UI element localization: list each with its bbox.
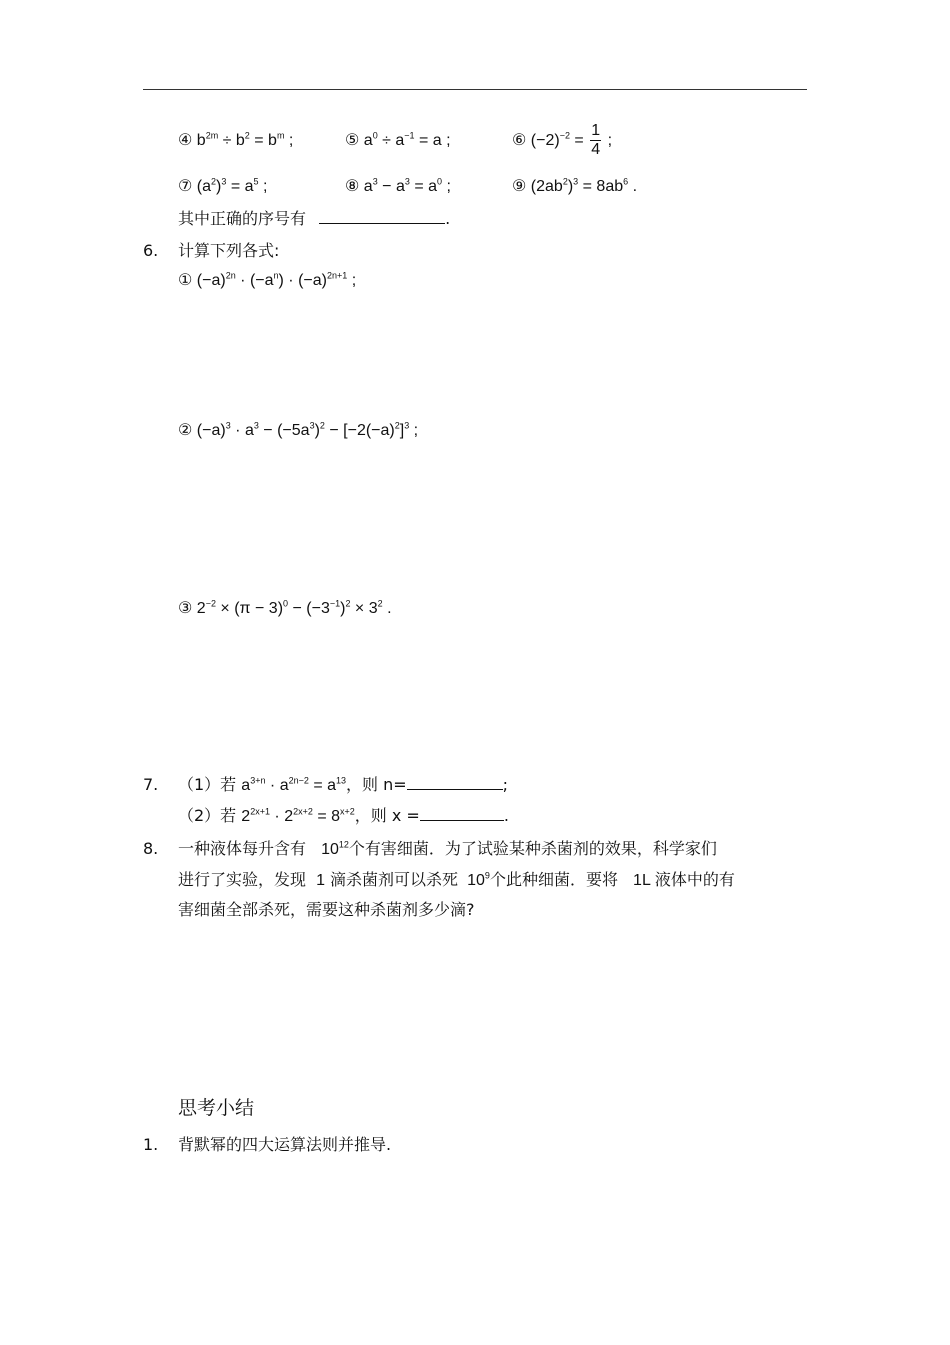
q8-line-2 <box>178 869 735 892</box>
fraction <box>590 122 601 159</box>
answer-blank[interactable] <box>420 820 504 821</box>
formula: $(2ab^2)^3 = 8ab^6$ . <box>530 176 638 195</box>
answer-end: ; <box>502 775 509 794</box>
item-marker: ⑨ <box>512 178 527 195</box>
number: 1L <box>633 872 651 889</box>
q5-answer-line <box>178 208 450 230</box>
item-marker: ⑧ <box>345 178 360 195</box>
section-heading: 思考小结 <box>178 1097 255 1119</box>
item-marker: ③ <box>178 600 193 617</box>
q6-part-2 <box>178 420 418 442</box>
question-text: ，则 n= <box>346 775 407 794</box>
q7-part-1 <box>178 774 508 797</box>
formula: $2^{-2} \times (\pi - 3)^0 - (-3^{-1})^2 \times 3^2$ . <box>196 598 392 617</box>
answer-end: . <box>503 806 509 825</box>
answer-blank[interactable] <box>319 223 445 224</box>
item-marker: ⑥ <box>512 132 527 149</box>
item-marker: ① <box>178 272 193 289</box>
part-label: （1）若 <box>178 775 237 794</box>
fraction-numerator: 1 <box>591 122 601 140</box>
formula-tail: ; <box>607 132 613 149</box>
item-marker: ⑤ <box>345 132 360 149</box>
q8-line-1 <box>178 838 717 861</box>
formula: $a^0 \div a^{-1} = a$ ; <box>363 130 451 149</box>
q6-part-1 <box>178 270 356 292</box>
formula: $a^{3+n} \cdot a^{2n-2} = a^{13}$ <box>241 775 347 794</box>
question-title: 计算下列各式: <box>178 241 280 260</box>
item-marker: ④ <box>178 132 193 149</box>
formula: $(-a)^3 \cdot a^3 - (-5a^3)^2 - [-2(-a)^2]^3$ ; <box>196 420 419 439</box>
item-marker: ⑦ <box>178 178 193 195</box>
text: 个此种细菌．要将 <box>489 870 618 889</box>
answer-blank[interactable] <box>407 789 503 790</box>
part-label: （2）若 <box>178 806 237 825</box>
text: 滴杀菌剂可以杀死 <box>330 870 459 889</box>
formula: $(-2)^{-2}$ = <box>530 130 589 149</box>
question-text: ，则 x = <box>354 806 420 825</box>
text: 液体中的有 <box>654 870 735 889</box>
formula: $10^9$ <box>467 870 490 889</box>
question-number: 7. <box>143 775 159 794</box>
question-number: 6. <box>143 241 159 260</box>
number: 1 <box>316 872 326 889</box>
formula: $(a^2)^3 = a^5$ ; <box>196 176 268 195</box>
text: 进行了实验，发现 <box>178 870 307 889</box>
answer-prompt: 其中正确的序号有 <box>178 209 307 228</box>
q5-item-4 <box>178 130 293 152</box>
answer-end: . <box>445 209 451 228</box>
fraction-denominator: 4 <box>591 141 601 159</box>
formula: $10^{12}$ <box>321 839 349 858</box>
question-number: 8. <box>143 839 159 858</box>
formula: $2^{2x+1} \cdot 2^{2x+2} = 8^{x+2}$ <box>241 806 355 825</box>
q8-line-3: 害细菌全部杀死，需要这种杀菌剂多少滴? <box>178 900 475 919</box>
formula: $a^3 - a^3 = a^0$ ; <box>363 176 451 195</box>
q5-item-8 <box>345 176 451 198</box>
q5-item-5 <box>345 130 451 152</box>
question-number: 1. <box>143 1135 159 1154</box>
formula: $(-a)^{2n} \cdot (-a^n) \cdot (-a)^{2n+1}$ ; <box>196 270 357 289</box>
q6-part-3 <box>178 598 392 620</box>
q7-part-2 <box>178 805 509 828</box>
q5-item-9 <box>512 176 637 198</box>
header-rule <box>143 89 807 90</box>
formula: $b^{2m} \div b^2 = b^m$ ; <box>196 130 294 149</box>
text: 一种液体每升含有 <box>178 839 307 858</box>
q5-item-7 <box>178 176 267 198</box>
text: 个有害细菌．为了试验某种杀菌剂的效果，科学家们 <box>348 839 717 858</box>
item-marker: ② <box>178 422 193 439</box>
q5-item-6 <box>512 122 612 160</box>
summary-item: 背默幂的四大运算法则并推导. <box>178 1135 392 1154</box>
